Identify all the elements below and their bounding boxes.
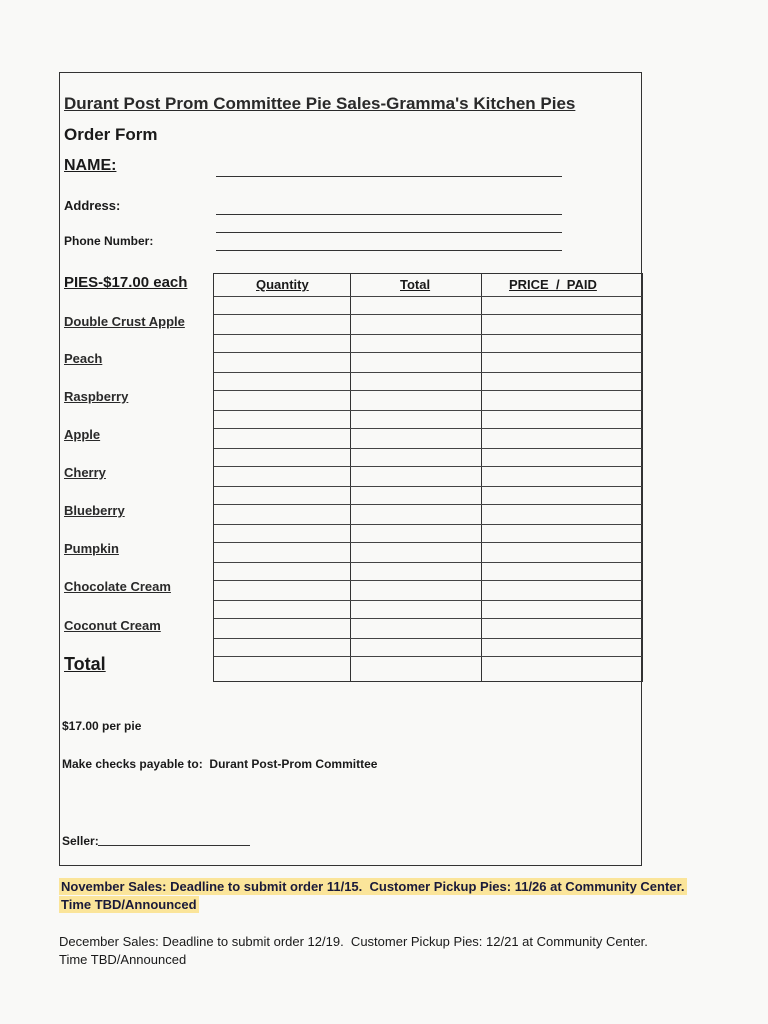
form-title: Durant Post Prom Committee Pie Sales-Gramma's Kitchen Pies: [64, 94, 576, 113]
address-field-line-2[interactable]: [216, 232, 562, 233]
grid-row-line: [214, 618, 642, 619]
november-schedule-line-1: November Sales: Deadline to submit order 11/15. Customer Pickup Pies: 11/26 at Community Center.: [61, 879, 685, 894]
pie-row-label: Coconut Cream: [64, 618, 161, 633]
grid-row-line: [214, 448, 642, 449]
grid-row-line: [214, 352, 642, 353]
grid-row-line: [214, 580, 642, 581]
name-field[interactable]: [216, 176, 562, 177]
grid-row-line: [214, 562, 642, 563]
grid-row-line: [214, 524, 642, 525]
december-schedule-line-1: December Sales: Deadline to submit order 12/19. Customer Pickup Pies: 12/21 at Community Center.: [59, 934, 648, 949]
pie-row-label: Pumpkin: [64, 541, 119, 556]
column-header-total: Total: [400, 277, 431, 292]
pie-row-label: Blueberry: [64, 503, 125, 518]
grid-row-line: [214, 656, 642, 657]
pie-row-label: Raspberry: [64, 389, 129, 404]
name-label: NAME:: [64, 157, 117, 174]
pie-row-label: Peach: [64, 351, 103, 366]
grid-row-line: [214, 410, 642, 411]
grid-row-line: [214, 504, 642, 505]
column-header-price-paid: PRICE / PAID: [509, 277, 597, 292]
pie-row-label: Apple: [64, 427, 101, 442]
grid-row-line: [214, 390, 642, 391]
column-header-quantity: Quantity: [256, 277, 309, 292]
grid-row-line: [214, 296, 642, 297]
phone-field[interactable]: [216, 250, 562, 251]
form-subtitle: Order Form: [64, 125, 158, 144]
grid-row-line: [214, 542, 642, 543]
pie-row-label: Chocolate Cream: [64, 579, 171, 594]
grid-row-line: [214, 334, 642, 335]
pie-row-label: Cherry: [64, 465, 106, 480]
november-schedule-line-2: Time TBD/Announced: [61, 897, 197, 912]
seller-label: Seller:: [62, 834, 99, 848]
address-label: Address:: [64, 198, 121, 213]
address-field-line-1[interactable]: [216, 214, 562, 215]
pie-row-label: Double Crust Apple: [64, 314, 185, 329]
pies-price-label: PIES-$17.00 each: [64, 274, 188, 291]
order-grid: [213, 273, 643, 682]
grid-row-line: [214, 600, 642, 601]
grid-divider: [481, 274, 482, 681]
grid-row-line: [214, 638, 642, 639]
phone-label: Phone Number:: [64, 234, 154, 248]
per-pie-note: $17.00 per pie: [62, 719, 142, 733]
checks-payable-note: Make checks payable to: Durant Post-Prom Committee: [62, 757, 378, 771]
seller-field[interactable]: [98, 845, 250, 846]
grid-row-line: [214, 314, 642, 315]
grid-divider: [350, 274, 351, 681]
grid-row-line: [214, 466, 642, 467]
total-row-label: Total: [64, 654, 106, 674]
grid-row-line: [214, 428, 642, 429]
grid-row-line: [214, 372, 642, 373]
grid-row-line: [214, 486, 642, 487]
december-schedule-line-2: Time TBD/Announced: [59, 952, 187, 967]
